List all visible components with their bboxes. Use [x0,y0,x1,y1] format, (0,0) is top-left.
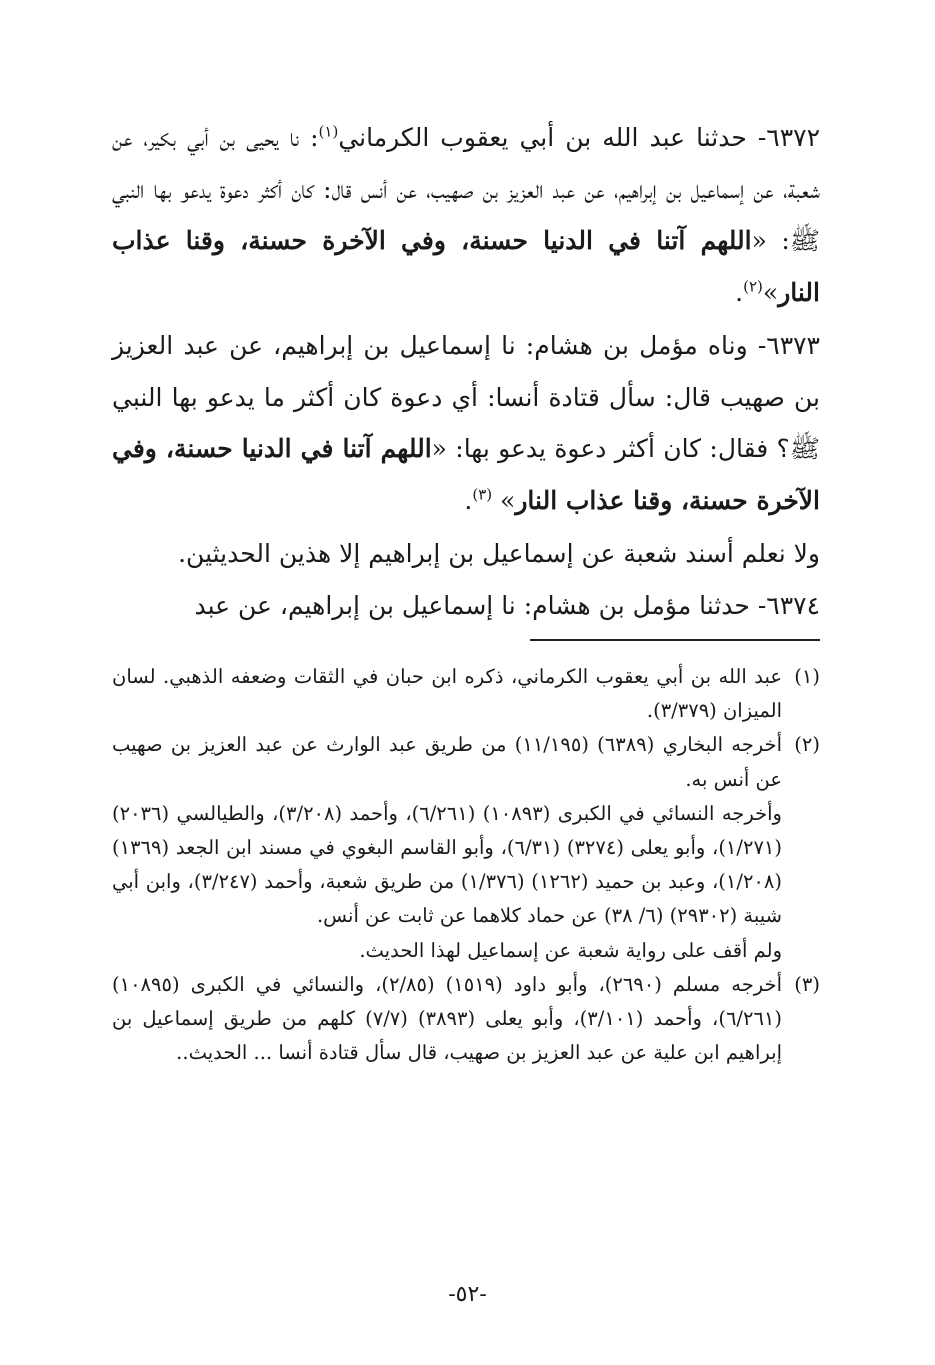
footnote-separator [530,639,820,641]
page-number: -٥٢- [448,1282,487,1307]
author-remark: ولا نعلم أسند شعبة عن إسماعيل بن إبراهيم إلا هذين الحديثين. [178,539,820,568]
footnote-3 [112,968,820,1071]
footnote-1 [112,660,820,728]
footnote-paragraph: أخرجه البخاري (٦٣٨٩) (١١/١٩٥) من طريق عبد الوارث عن عبد العزيز بن صهيب عن أنس به. [112,733,783,791]
footnote-paragraph: ولم أقف على رواية شعبة عن إسماعيل لهذا الحديث. [359,938,782,962]
footnotes [112,660,820,1070]
footnote-mark: (٣) [794,972,820,996]
page [112,112,820,1342]
hadith-number: ٦٣٧٣- [747,331,820,360]
footnote-2 [112,728,820,967]
footnote-mark: (١) [794,665,820,688]
hadith-text: حدثنا مؤمل بن هشام: نا إسماعيل بن إبراهيم، عن عبد [194,590,750,620]
footnote-body [112,728,782,967]
hadith-number: ٦٣٧٤- [749,590,820,620]
dua-text-bold: اللهم آتنا في الدنيا حسنة، وفي الآخرة حسنة، وقنا عذاب النار [112,434,820,515]
footnote-paragraph: أخرجه مسلم (٢٦٩٠)، وأبو داود (١٥١٩) (٢/٨٥)، والنسائي في الكبرى (١٠٨٩٥) (٦/٢٦١)، وأحمد (٣/١٠١)، وأبو يعلى (٣٨٩٣) (٧/٧) كلهم من طريق إسماعيل بن إبراهيم ابن علية عن عبد العزيز بن صهيب، قال سأل قتادة أنسا ... الحديث.. [112,972,783,1065]
hadith-text: : نا يحيى بن أبي بكير، عن شعبة، عن إسماعيل بن إبراهيم، عن عبد العزيز بن صهيب، عن أنس قال: كان أكثر دعوة يدعو بها النبي ﷺ: « [112,123,820,255]
quote-close: » [762,277,779,307]
quote-close: » [492,485,516,515]
hadith-6373 [112,320,820,526]
dua-text-bold: اللهم آتنا في الدنيا حسنة، وفي الآخرة حسنة، وقنا عذاب النار [112,226,820,307]
hadith-6374 [112,580,820,632]
footnote-paragraph: وأخرجه النسائي في الكبرى (١٠٨٩٣) (٦/٢٦١)، وأحمد (٣/٢٠٨)، والطيالسي (٢٠٣٦) (١/٢٧١)، وأبو يعلى (٣٢٧٤) (٦/٣١)، وأبو القاسم البغوي في مسند ابن الجعد (١٣٦٩) (١/٢٠٨)، وعبد بن حميد (١٢٦٢) (١/٣٧٦) من طريق شعبة، وأحمد (٣/٢٤٧)، وابن أبي شيبة (٢٩٣٠٢) (٦/ ٣٨) عن حماد كلاهما عن ثابت عن أنس. [112,801,782,928]
hadith-number: ٦٣٧٢- [746,123,820,152]
footnote-body [112,660,782,728]
period: . [464,485,473,515]
hadith-6372 [112,112,820,318]
main-text [112,112,820,631]
footnote-ref: (١) [318,122,339,141]
footnote-paragraph: عبد الله بن أبي يعقوب الكرماني، ذكره ابن حبان في الثقات وضعفه الذهبي. لسان الميزان (٣/٣٧٩). [112,665,782,723]
hadith-text: حدثنا عبد الله بن أبي يعقوب الكرماني [338,123,747,152]
footnote-ref: (٢) [743,277,763,296]
period: . [735,277,744,307]
footnote-mark: (٢) [794,733,820,757]
footnote-ref: (٣) [472,485,493,504]
hadith-text: وناه مؤمل بن هشام: نا إسماعيل بن إبراهيم، عن عبد العزيز بن صهيب قال: سأل قتادة أنسا: أي دعوة كان أكثر ما يدعو بها النبي ﷺ؟ فقال: كان أكثر دعوة يدعو بها: « [112,331,820,463]
footnote-body [112,968,782,1071]
